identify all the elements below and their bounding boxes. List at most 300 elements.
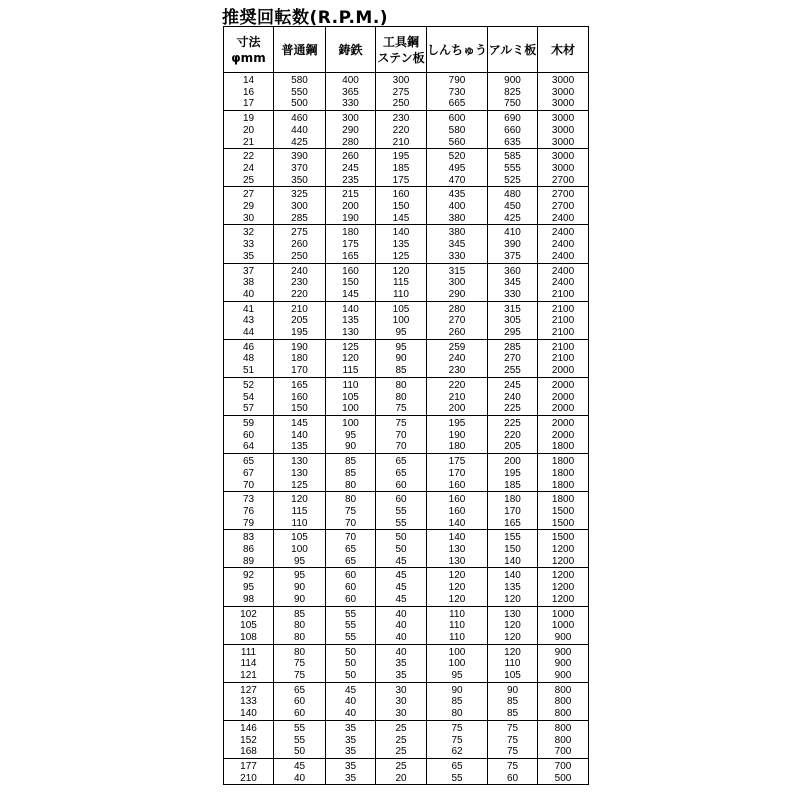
cell-value: 110 [449,631,465,643]
cell-value: 1500 [551,532,575,544]
cell-value: 1200 [551,593,575,605]
cell-value: 50 [293,746,306,758]
cast-iron-cell [326,758,376,784]
cell-value: 120 [342,353,359,365]
aluminum-cell [488,339,538,377]
diameter-cell [224,720,274,758]
cell-value: 80 [344,494,357,506]
table-row [224,149,589,187]
cell-value: 130 [291,456,308,468]
cell-value: 140 [392,227,410,239]
cell-value: 70 [344,517,357,529]
cell-value: 73 [242,494,255,506]
wood-cell [538,111,589,149]
cast-iron-cell [326,720,376,758]
cell-value: 45 [395,555,407,567]
carbon-steel-cell [274,149,326,187]
cell-value: 85 [344,456,357,468]
cell-value: 500 [554,772,572,784]
brass-cell [427,568,488,606]
cell-value: 55 [344,620,357,632]
cell-value: 315 [448,265,466,277]
tool-steel-cell [376,454,427,492]
cell-value: 2100 [551,341,575,353]
cell-value: 90 [293,582,306,594]
cell-value: 32 [242,227,255,239]
cell-value: 315 [504,303,521,315]
cell-value: 51 [242,365,255,377]
cell-value: 435 [448,189,466,201]
cell-value: 130 [448,555,466,567]
cell-value: 50 [344,670,357,682]
cell-value: 75 [506,722,519,734]
cell-value: 3000 [551,113,575,125]
cell-value: 55 [344,631,357,643]
table-row [224,492,589,530]
aluminum-cell [488,720,538,758]
brass-cell [427,263,488,301]
cell-value: 27 [242,189,255,201]
cell-value: 48 [242,353,255,365]
cell-value: 120 [504,593,521,605]
wood-cell [538,377,589,415]
cell-value: 1800 [551,494,575,506]
brass-cell [427,377,488,415]
header-diameter [224,27,274,73]
header-row [224,27,589,73]
cell-value: 195 [392,151,410,163]
cell-value: 2000 [551,403,575,415]
cell-value: 67 [242,467,255,479]
cell-value: 135 [504,582,521,594]
cell-value: 120 [504,631,521,643]
aluminum-cell [488,682,538,720]
wood-cell [538,149,589,187]
header-line: しんちゅう [427,42,488,57]
carbon-steel-cell [274,454,326,492]
cell-value: 180 [342,227,359,239]
cell-value: 40 [344,708,357,720]
cell-value: 114 [240,658,257,670]
cell-value: 210 [448,391,466,403]
cell-value: 260 [342,151,359,163]
cell-value: 33 [242,239,255,251]
wood-cell [538,682,589,720]
brass-cell [427,225,488,263]
cell-value: 60 [344,570,357,582]
cell-value: 155 [504,532,521,544]
table-row [224,568,589,606]
cell-value: 2400 [551,250,575,262]
cell-value: 110 [504,658,521,670]
cell-value: 38 [242,277,255,289]
diameter-cell [224,644,274,682]
cast-iron-cell [326,111,376,149]
cell-value: 95 [293,570,306,582]
cell-value: 152 [240,734,257,746]
cell-value: 60 [344,582,357,594]
cell-value: 45 [395,570,407,582]
cell-value: 75 [451,722,463,734]
cell-value: 300 [342,113,359,125]
table-body [224,73,589,785]
cell-value: 55 [344,608,357,620]
cell-value: 25 [395,746,407,758]
wood-cell [538,492,589,530]
cell-value: 150 [342,277,359,289]
header-tool-steel-stainless [376,27,427,73]
tool-steel-cell [376,415,427,453]
cell-value: 70 [395,429,407,441]
cell-value: 1800 [551,479,575,491]
cell-value: 120 [448,593,466,605]
cell-value: 440 [291,124,308,136]
cell-value: 2100 [551,353,575,365]
cell-value: 110 [291,517,308,529]
diameter-cell [224,111,274,149]
cell-value: 177 [240,760,257,772]
cell-value: 65 [395,467,407,479]
cell-value: 585 [504,151,521,163]
cell-value: 85 [344,467,357,479]
cell-value: 500 [291,98,308,110]
cell-value: 185 [504,479,521,491]
cast-iron-cell [326,492,376,530]
aluminum-cell [488,758,538,784]
cast-iron-cell [326,530,376,568]
cast-iron-cell [326,225,376,263]
cell-value: 130 [291,467,308,479]
cell-value: 160 [291,391,308,403]
cell-value: 35 [344,760,357,772]
cell-value: 62 [451,746,463,758]
cell-value: 2700 [551,189,575,201]
tool-steel-cell [376,606,427,644]
cast-iron-cell [326,339,376,377]
table-row [224,530,589,568]
cell-value: 2100 [551,327,575,339]
cell-value: 105 [240,620,257,632]
cell-value: 21 [242,136,255,148]
cell-value: 900 [554,658,572,670]
cell-value: 425 [504,212,521,224]
wood-cell [538,225,589,263]
cell-value: 60 [395,479,407,491]
cell-value: 40 [395,620,407,632]
cast-iron-cell [326,149,376,187]
header-line: φmm [231,50,266,65]
brass-cell [427,758,488,784]
table-row [224,187,589,225]
diameter-cell [224,454,274,492]
cell-value: 495 [448,162,466,174]
cell-value: 3000 [551,151,575,163]
cell-value: 125 [342,341,359,353]
carbon-steel-cell [274,568,326,606]
cell-value: 100 [342,417,359,429]
cell-value: 360 [504,265,521,277]
aluminum-cell [488,301,538,339]
cell-value: 90 [506,684,519,696]
diameter-cell [224,339,274,377]
cell-value: 375 [504,250,521,262]
cell-value: 305 [504,315,521,327]
cell-value: 75 [395,403,407,415]
cell-value: 50 [344,646,357,658]
tool-steel-cell [376,301,427,339]
cell-value: 40 [395,646,407,658]
cell-value: 85 [506,708,519,720]
cell-value: 64 [242,441,255,453]
diameter-cell [224,415,274,453]
cell-value: 165 [504,517,521,529]
cell-value: 40 [293,772,306,784]
cell-value: 600 [448,113,466,125]
aluminum-cell [488,530,538,568]
cell-value: 150 [392,201,410,213]
cell-value: 95 [344,429,357,441]
cell-value: 285 [504,341,521,353]
cell-value: 370 [291,162,308,174]
cell-value: 85 [451,696,463,708]
cell-value: 2000 [551,429,575,441]
wood-cell [538,73,589,111]
cell-value: 390 [291,151,308,163]
cell-value: 2400 [551,212,575,224]
cell-value: 165 [291,379,308,391]
cell-value: 245 [504,379,521,391]
brass-cell [427,415,488,453]
header-brass [427,27,488,73]
tool-steel-cell [376,644,427,682]
cell-value: 210 [291,303,308,315]
cell-value: 250 [291,250,308,262]
aluminum-cell [488,606,538,644]
cell-value: 2400 [551,239,575,251]
cell-value: 40 [344,696,357,708]
cell-value: 70 [344,532,357,544]
cell-value: 125 [291,479,308,491]
wood-cell [538,568,589,606]
cell-value: 900 [554,646,572,658]
table-row [224,111,589,149]
table-row [224,758,589,784]
cell-value: 900 [554,631,572,643]
wood-cell [538,606,589,644]
cell-value: 30 [395,684,407,696]
aluminum-cell [488,492,538,530]
cell-value: 240 [504,391,521,403]
cell-value: 65 [293,684,306,696]
cell-value: 130 [342,327,359,339]
carbon-steel-cell [274,720,326,758]
cell-value: 135 [291,441,308,453]
cell-value: 57 [242,403,255,415]
cell-value: 180 [291,353,308,365]
cell-value: 185 [392,162,410,174]
cell-value: 30 [242,212,255,224]
cast-iron-cell [326,415,376,453]
aluminum-cell [488,73,538,111]
cell-value: 30 [395,708,407,720]
cast-iron-cell [326,301,376,339]
cell-value: 70 [242,479,255,491]
tool-steel-cell [376,568,427,606]
cell-value: 580 [291,75,308,86]
diameter-cell [224,568,274,606]
cell-value: 275 [392,86,410,98]
tool-steel-cell [376,225,427,263]
cell-value: 120 [291,494,308,506]
cell-value: 150 [504,544,521,556]
carbon-steel-cell [274,682,326,720]
cell-value: 127 [240,684,257,696]
cell-value: 30 [395,696,407,708]
cell-value: 90 [395,353,407,365]
cell-value: 300 [448,277,466,289]
table-row [224,73,589,111]
cell-value: 19 [242,113,255,125]
table-row [224,644,589,682]
cell-value: 92 [242,570,255,582]
cell-value: 220 [504,429,521,441]
cell-value: 60 [293,696,306,708]
wood-cell [538,454,589,492]
cell-value: 2400 [551,227,575,239]
diameter-cell [224,73,274,111]
cell-value: 1800 [551,441,575,453]
cell-value: 230 [448,365,466,377]
cell-value: 470 [448,174,466,186]
cell-value: 200 [504,456,521,468]
aluminum-cell [488,415,538,453]
diameter-cell [224,149,274,187]
aluminum-cell [488,111,538,149]
cell-value: 35 [344,772,357,784]
cell-value: 140 [504,570,521,582]
aluminum-cell [488,149,538,187]
cell-value: 175 [448,456,466,468]
cell-value: 345 [448,239,466,251]
cell-value: 75 [506,746,519,758]
diameter-cell [224,492,274,530]
cell-value: 400 [448,201,466,213]
brass-cell [427,530,488,568]
brass-cell [427,187,488,225]
wood-cell [538,644,589,682]
cell-value: 205 [504,441,521,453]
cell-value: 65 [344,544,357,556]
cell-value: 245 [342,162,359,174]
cell-value: 80 [451,708,463,720]
tool-steel-cell [376,149,427,187]
cell-value: 260 [291,239,308,251]
table-row [224,225,589,263]
cell-value: 35 [242,250,255,262]
cell-value: 270 [504,353,521,365]
cell-value: 790 [448,75,466,86]
cell-value: 280 [342,136,359,148]
header-wood [538,27,589,73]
cell-value: 24 [242,162,255,174]
cell-value: 365 [342,86,359,98]
cell-value: 25 [395,760,407,772]
cell-value: 40 [242,288,255,300]
cell-value: 90 [293,593,306,605]
cell-value: 25 [395,722,407,734]
brass-cell [427,111,488,149]
cell-value: 140 [448,517,466,529]
header-aluminum [488,27,538,73]
cell-value: 730 [448,86,466,98]
cell-value: 90 [344,441,357,453]
cell-value: 190 [291,341,308,353]
cell-value: 76 [242,505,255,517]
diameter-cell [224,377,274,415]
brass-cell [427,454,488,492]
cell-value: 180 [448,441,466,453]
tool-steel-cell [376,720,427,758]
cell-value: 1800 [551,456,575,468]
rpm-table [223,26,589,785]
cell-value: 660 [504,124,521,136]
cell-value: 400 [342,75,359,86]
cell-value: 180 [504,494,521,506]
cell-value: 146 [240,722,257,734]
carbon-steel-cell [274,339,326,377]
cell-value: 270 [448,315,466,327]
cell-value: 800 [554,722,572,734]
cell-value: 115 [291,505,308,517]
cell-value: 95 [451,670,463,682]
cell-value: 65 [451,760,463,772]
wood-cell [538,758,589,784]
cell-value: 160 [342,265,359,277]
cell-value: 2400 [551,277,575,289]
tool-steel-cell [376,73,427,111]
cell-value: 50 [395,532,407,544]
cell-value: 2100 [551,303,575,315]
cell-value: 280 [448,303,466,315]
diameter-cell [224,758,274,784]
cell-value: 125 [392,250,410,262]
cell-value: 80 [293,646,306,658]
cell-value: 79 [242,517,255,529]
cell-value: 100 [448,658,466,670]
brass-cell [427,644,488,682]
header-line: 工具鋼 [382,34,419,49]
cell-value: 170 [504,505,521,517]
cell-value: 380 [448,212,466,224]
tool-steel-cell [376,187,427,225]
cell-value: 330 [448,250,466,262]
cell-value: 800 [554,734,572,746]
cell-value: 2100 [551,288,575,300]
cell-value: 110 [342,379,359,391]
cell-value: 50 [395,544,407,556]
cell-value: 65 [344,555,357,567]
header-line: 普通鋼 [281,42,318,57]
cell-value: 45 [344,684,357,696]
cell-value: 86 [242,544,255,556]
cell-value: 2000 [551,365,575,377]
wood-cell [538,263,589,301]
cell-value: 200 [342,201,359,213]
carbon-steel-cell [274,301,326,339]
cell-value: 80 [395,379,407,391]
cell-value: 345 [504,277,521,289]
cell-value: 95 [242,582,255,594]
